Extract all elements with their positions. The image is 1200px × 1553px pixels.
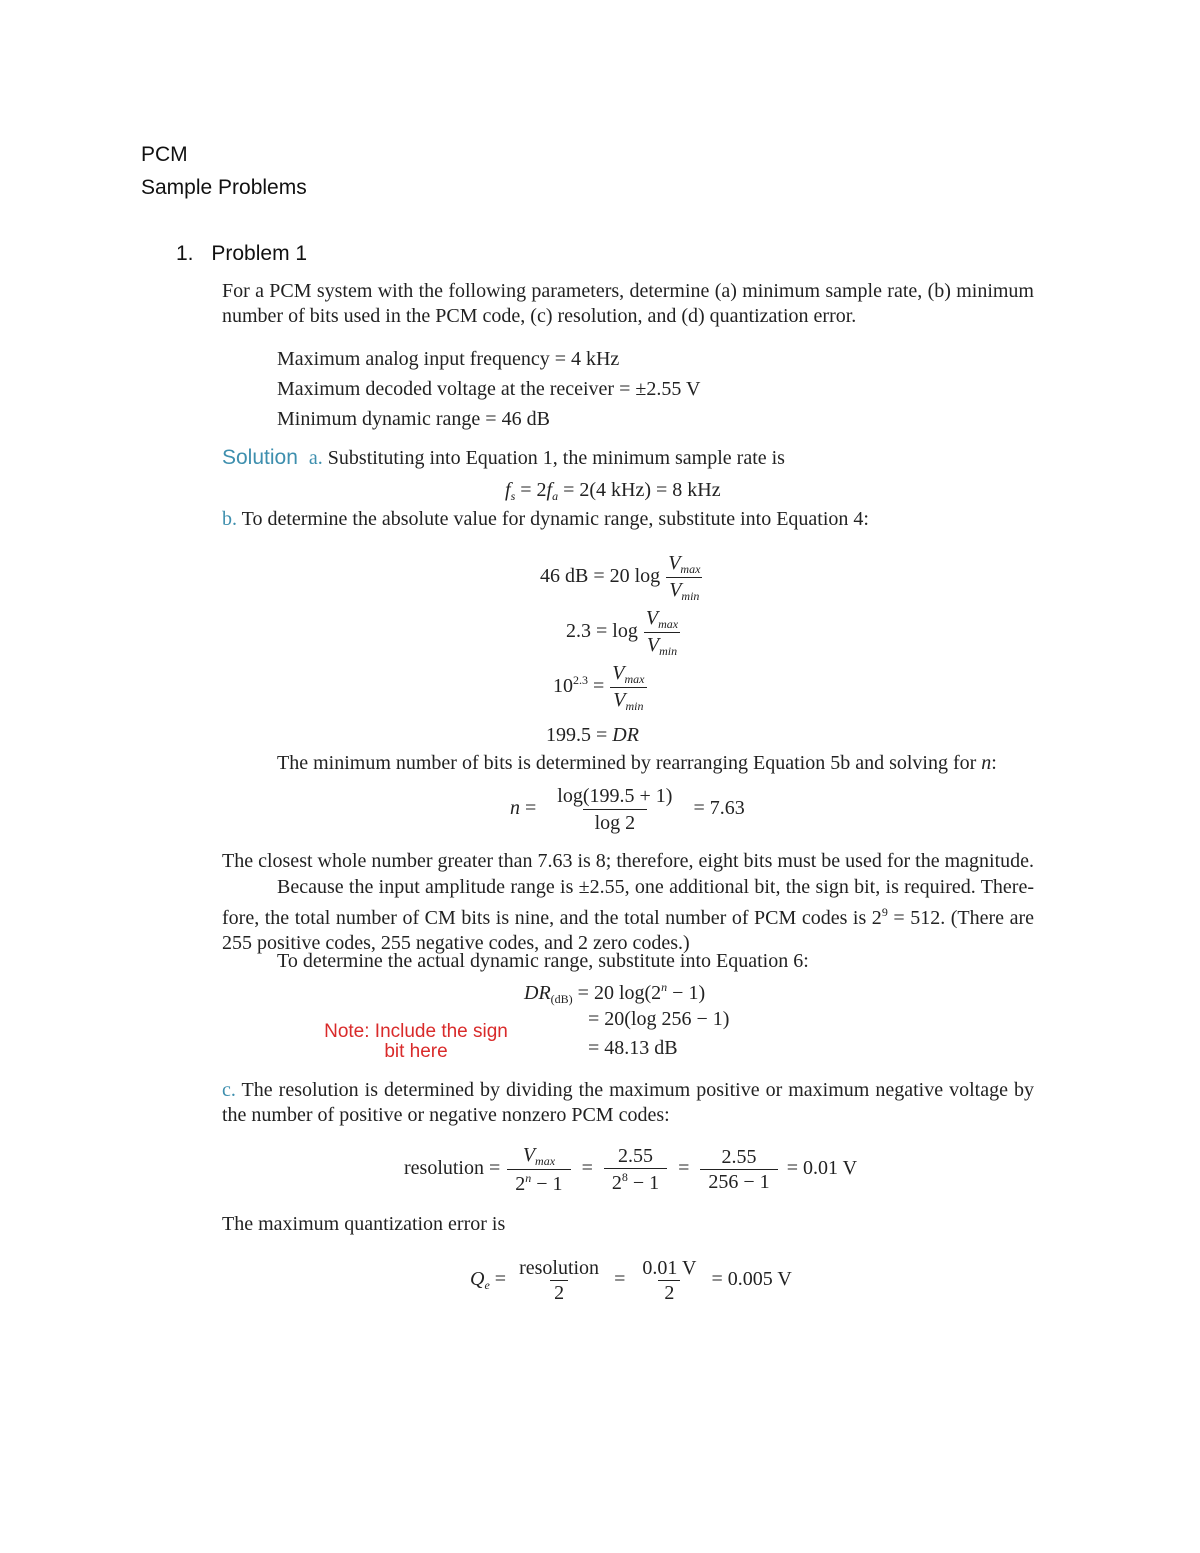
param-dynamic-range: Minimum dynamic range = 46 dB bbox=[277, 408, 550, 430]
solution-c-marker: c. bbox=[222, 1079, 236, 1101]
actual-dr-line-3: = 48.13 dB bbox=[588, 1037, 678, 1059]
solution-c bbox=[222, 1078, 1034, 1128]
solution-a bbox=[222, 446, 785, 470]
note-line-1: Note: Include the sign bbox=[324, 1021, 508, 1042]
solution-a-text: Substituting into Equation 1, the minimum sample rate is bbox=[327, 447, 785, 469]
sign-bit-note bbox=[300, 1022, 532, 1062]
actual-dr-line-1: $DR_{(dB)} = 20$ $\log(2^n - 1)$ bbox=[524, 980, 706, 1006]
solution-b-text: To determine the absolute value for dynamic range, substitute into Equation 4: bbox=[241, 508, 869, 530]
solution-b-marker: b. bbox=[222, 508, 237, 530]
dr-equation-line-4: 199.5 = DR bbox=[546, 724, 639, 746]
sign-bit-paragraph: Because the input amplitude range is ±2.55, one additional bit, the sign bit, is required. There-fore, the total number of CM bits is nine, and the total number of PCM codes is $2^9 = 512$. (There are 255 positive codes, 255 negative codes, and 2 zero codes.) bbox=[222, 876, 1034, 954]
bits-sentence: The minimum number of bits is determined by rearranging Equation 5b and solving for n: bbox=[277, 752, 997, 774]
sample-rate-equation: $f_s = 2f_a = 2(4$ kHz) = 8 kHz bbox=[505, 479, 721, 503]
note-line-2: bit here bbox=[384, 1041, 448, 1062]
param-voltage: Maximum decoded voltage at the receiver = ±2.55 V bbox=[277, 378, 701, 400]
resolution-equation: resolution = $\frac{V_{max}}{2^n - 1}$ = $\frac{2.55}{2^8 - 1}$ = $\frac{2.55}{256 - 1}$ = 0.01 V bbox=[404, 1144, 858, 1195]
dr-equation-line-3: $10^{2.3}$ = $\frac{V_{max}}{V_{min}}$ bbox=[553, 662, 645, 713]
page-subtitle: Sample Problems bbox=[141, 176, 307, 199]
magnitude-bits-paragraph: The closest whole number greater than 7.63 is 8; therefore, eight bits must be used for the magnitude. bbox=[222, 850, 1035, 872]
problem-title: Problem 1 bbox=[211, 242, 308, 265]
param-frequency: Maximum analog input frequency = 4 kHz bbox=[277, 348, 620, 370]
solution-a-marker: a. bbox=[308, 447, 323, 469]
solution-label: Solution bbox=[222, 446, 298, 469]
problem-statement: For a PCM system with the following parameters, determine (a) minimum sample rate, (b) minimum number of bits used in the PCM code, (c) resolution, and (d) quantization error. bbox=[222, 280, 1034, 327]
actual-dr-line-2: = 20(log 256 − 1) bbox=[588, 1008, 730, 1030]
problem-heading bbox=[176, 242, 307, 266]
problem-number: 1. bbox=[176, 242, 194, 265]
qe-equation: $Q_e$ = $\frac{\text{resolution}}{2}$ = $\frac{0.01 V}{2}$ = 0.005 V bbox=[470, 1257, 792, 1304]
dr-equation-line-2: 2.3 = log $\frac{V_{max}}{V_{min}}$ bbox=[566, 607, 679, 658]
n-equation: n = $\frac{\log(199.5 + 1)}{\log 2}$ = 7.63 bbox=[510, 785, 745, 834]
solution-c-text: The resolution is determined by dividing the maximum positive or maximum negative voltage by the number of positive or negative nonzero PCM codes: bbox=[222, 1079, 1035, 1126]
dr-equation-line-1: 46 dB = 20 log $\frac{V_{max}}{V_{min}}$ bbox=[540, 552, 701, 603]
page-title: PCM bbox=[141, 143, 188, 166]
qe-intro: The maximum quantization error is bbox=[222, 1213, 506, 1235]
actual-dr-intro: To determine the actual dynamic range, substitute into Equation 6: bbox=[277, 950, 809, 972]
solution-b bbox=[222, 508, 869, 531]
